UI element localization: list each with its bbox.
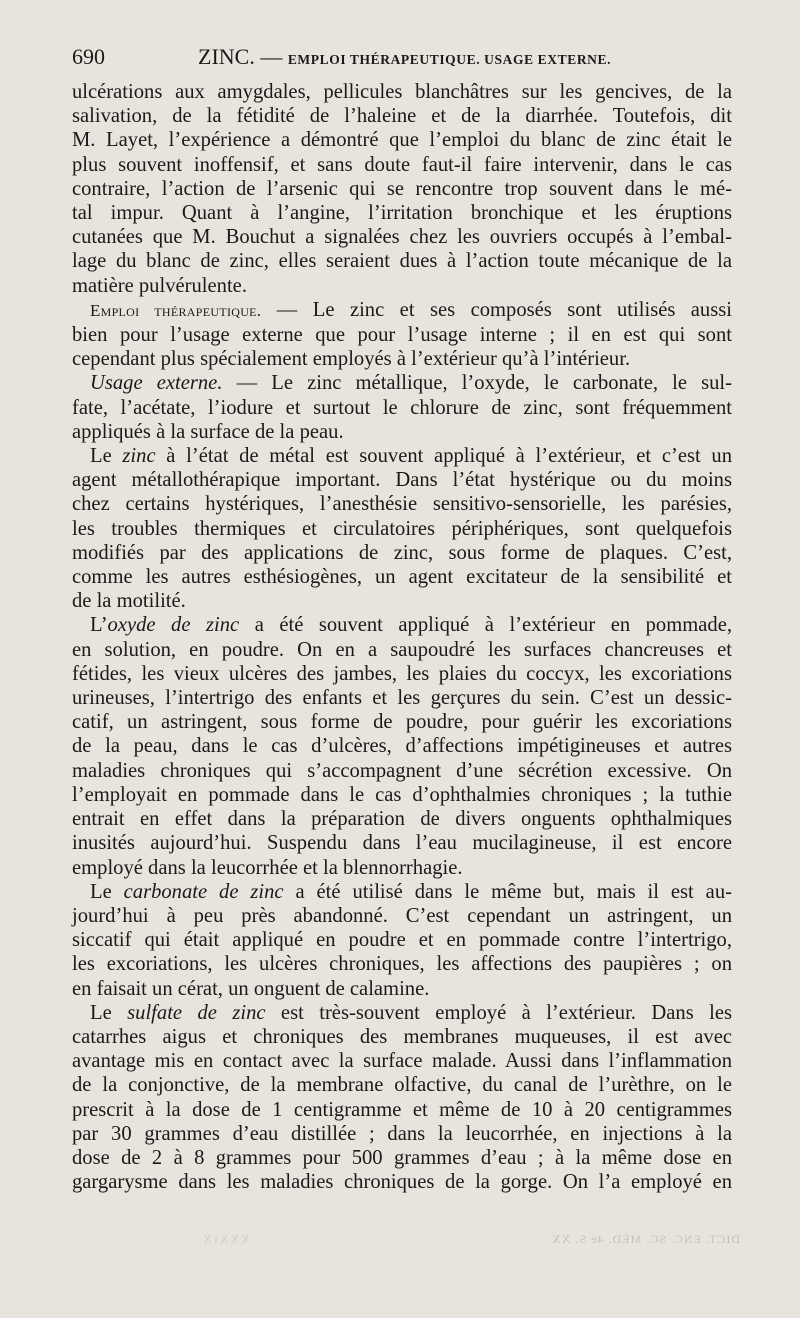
text-line: matière pulvérulente. [72,274,247,297]
text-line: catarrhes aigus et chroniques des membranes muqueuses, il est avec [72,1025,732,1048]
text-line: appliqués à la surface de la peau. [72,420,344,443]
text-line: Usage externe. — Le zinc métallique, l’oxyde, le carbonate, le sul- [90,372,733,395]
text-line: modifiés par des applications de zinc, sous forme de plaques. C’est, [72,541,732,564]
text-line: entrait en effet dans la préparation de divers onguents ophthalmiques [72,808,732,831]
text-line: catif, un astringent, sous forme de poudre, pour guérir les excoriations [72,711,732,734]
text-line: salivation, de la fétidité de l’haleine et de la diarrhée. Toutefois, dit [72,105,732,128]
text-line: siccatif qui était appliqué en poudre et en pommade contre l’intertrigo, [72,929,732,952]
text-line: prescrit à la dose de 1 centigramme et même de 10 à 20 centigrammes [72,1098,732,1121]
term-sulfate-de-zinc: sulfate de zinc [127,1001,266,1024]
text-line: urineuses, l’intertrigo des enfants et les gerçures du sein. C’est un dessic- [72,687,732,710]
paragraph-7 [72,1001,732,1195]
paragraph-3 [72,371,732,444]
text-line: lage du blanc de zinc, elles seraient dues à l’action toute mécanique de la [72,250,732,273]
text-line: ulcérations aux amygdales, pellicules blanchâtres sur les gencives, de la [72,81,732,103]
text-line: plus souvent inoffensif, et sans doute faut-il faire intervenir, dans le cas [72,153,732,176]
paragraph-4 [72,444,732,613]
text-line: les troubles thermiques et circulatoires périphériques, sont quelquefois [72,517,732,540]
text-line: maladies chroniques qui s’accompagnent d’une sécrétion excessive. On [72,759,732,782]
text-line: de la conjonctive, de la membrane olfactive, du canal de l’urèthre, on le [72,1074,732,1097]
text-line: tal impur. Quant à l’angine, l’irritation bronchique et les éruptions [72,202,732,225]
text-line: dose de 2 à 8 grammes pour 500 grammes d’eau ; à la même dose en [72,1146,732,1169]
paragraph-2 [72,298,732,372]
text-line: L’oxyde de zinc a été souvent appliqué à l’extérieur en pommade, [90,614,732,637]
bleed-through-footer-right: DICT. ENC. SC. MÉD. 4e S. XX [551,1232,740,1246]
section-heading-emploi: Emploi thérapeutique. [90,300,262,320]
text-line: Le sulfate de zinc est très-souvent employé à l’extérieur. Dans les [90,1001,732,1024]
text-line: cependant plus spécialement employés à l’extérieur qu’à l’intérieur. [72,348,631,371]
text-line: cutanées que M. Bouchut a signalées chez les ouvriers occupés à l’embal- [72,226,732,249]
term-zinc: zinc [122,445,156,468]
text-line: de la peau, dans le cas d’ulcères, d’affections impétigineuses et autres [72,735,732,758]
text-line: Emploi thérapeutique. — Le zinc et ses composés sont utilisés aussi [90,298,732,321]
paragraph-6 [72,880,732,1001]
text-line: de la motilité. [72,590,186,613]
running-title-section: EMPLOI THÉRAPEUTIQUE. USAGE EXTERNE. [287,52,612,67]
paragraph-5 [72,613,732,879]
text-line: Le carbonate de zinc a été utilisé dans le même but, mais il est au- [90,880,732,903]
running-title [198,44,611,70]
text-line: l’employait en pommade dans le cas d’ophthalmies chroniques ; la tuthie [72,783,732,806]
text-line: en faisait un cérat, un onguent de calamine. [72,977,430,1000]
text-line: gargarysme dans les maladies chroniques de la gorge. On l’a employé en [72,1171,732,1194]
term-oxyde-de-zinc: oxyde de zinc [107,614,240,637]
text-line: jourd’hui à peu près abandonné. C’est cependant un astringent, un [72,904,732,927]
page-number: 690 [72,44,105,69]
text-line: avantage mis en contact avec la surface malade. Aussi dans l’inflammation [72,1050,732,1073]
text-line: Le zinc à l’état de métal est souvent appliqué à l’extérieur, et c’est un [90,445,732,468]
text-line: contraire, l’action de l’arsenic qui se rencontre trop souvent dans le mé- [72,177,732,200]
text-line: agent métallothérapique important. Dans l’état hystérique ou du moins [72,469,732,492]
text-line: chez certains hystériques, l’anesthésie sensitivo-sensorielle, les parésies, [72,493,732,516]
text-line: par 30 grammes d’eau distillée ; dans la leucorrhée, en injections à la [72,1122,732,1145]
bleed-through-footer-left: XXXIX [201,1232,250,1246]
text-line: les excoriations, les ulcères chroniques, les affections des paupières ; on [72,953,732,976]
text-line: en solution, en poudre. On en a saupoudré les surfaces chancreuses et [72,638,732,661]
page-body [72,80,732,1194]
term-carbonate-de-zinc: carbonate de zinc [123,880,284,903]
text-line: comme les autres esthésiogènes, un agent excitateur de la sensibilité et [72,566,732,589]
text-line: bien pour l’usage externe que pour l’usage interne ; il en est qui sont [72,324,732,347]
text-line: employé dans la leucorrhée et la blennorrhagie. [72,856,463,879]
paragraph-1 [72,80,732,298]
running-header [72,44,732,74]
running-title-main: ZINC. — [198,44,288,69]
text-line: fétides, les vieux ulcères des jambes, les plaies du coccyx, les excoriations [72,662,732,685]
text-line: M. Layet, l’expérience a démontré que l’emploi du blanc de zinc était le [72,129,732,152]
text-line: inusités aujourd’hui. Suspendu dans l’eau mucilagineuse, il est encore [72,832,732,855]
section-heading-usage: Usage externe. [90,372,223,395]
text-line: fate, l’acétate, l’iodure et surtout le chlorure de zinc, sont fréquemment [72,396,732,419]
